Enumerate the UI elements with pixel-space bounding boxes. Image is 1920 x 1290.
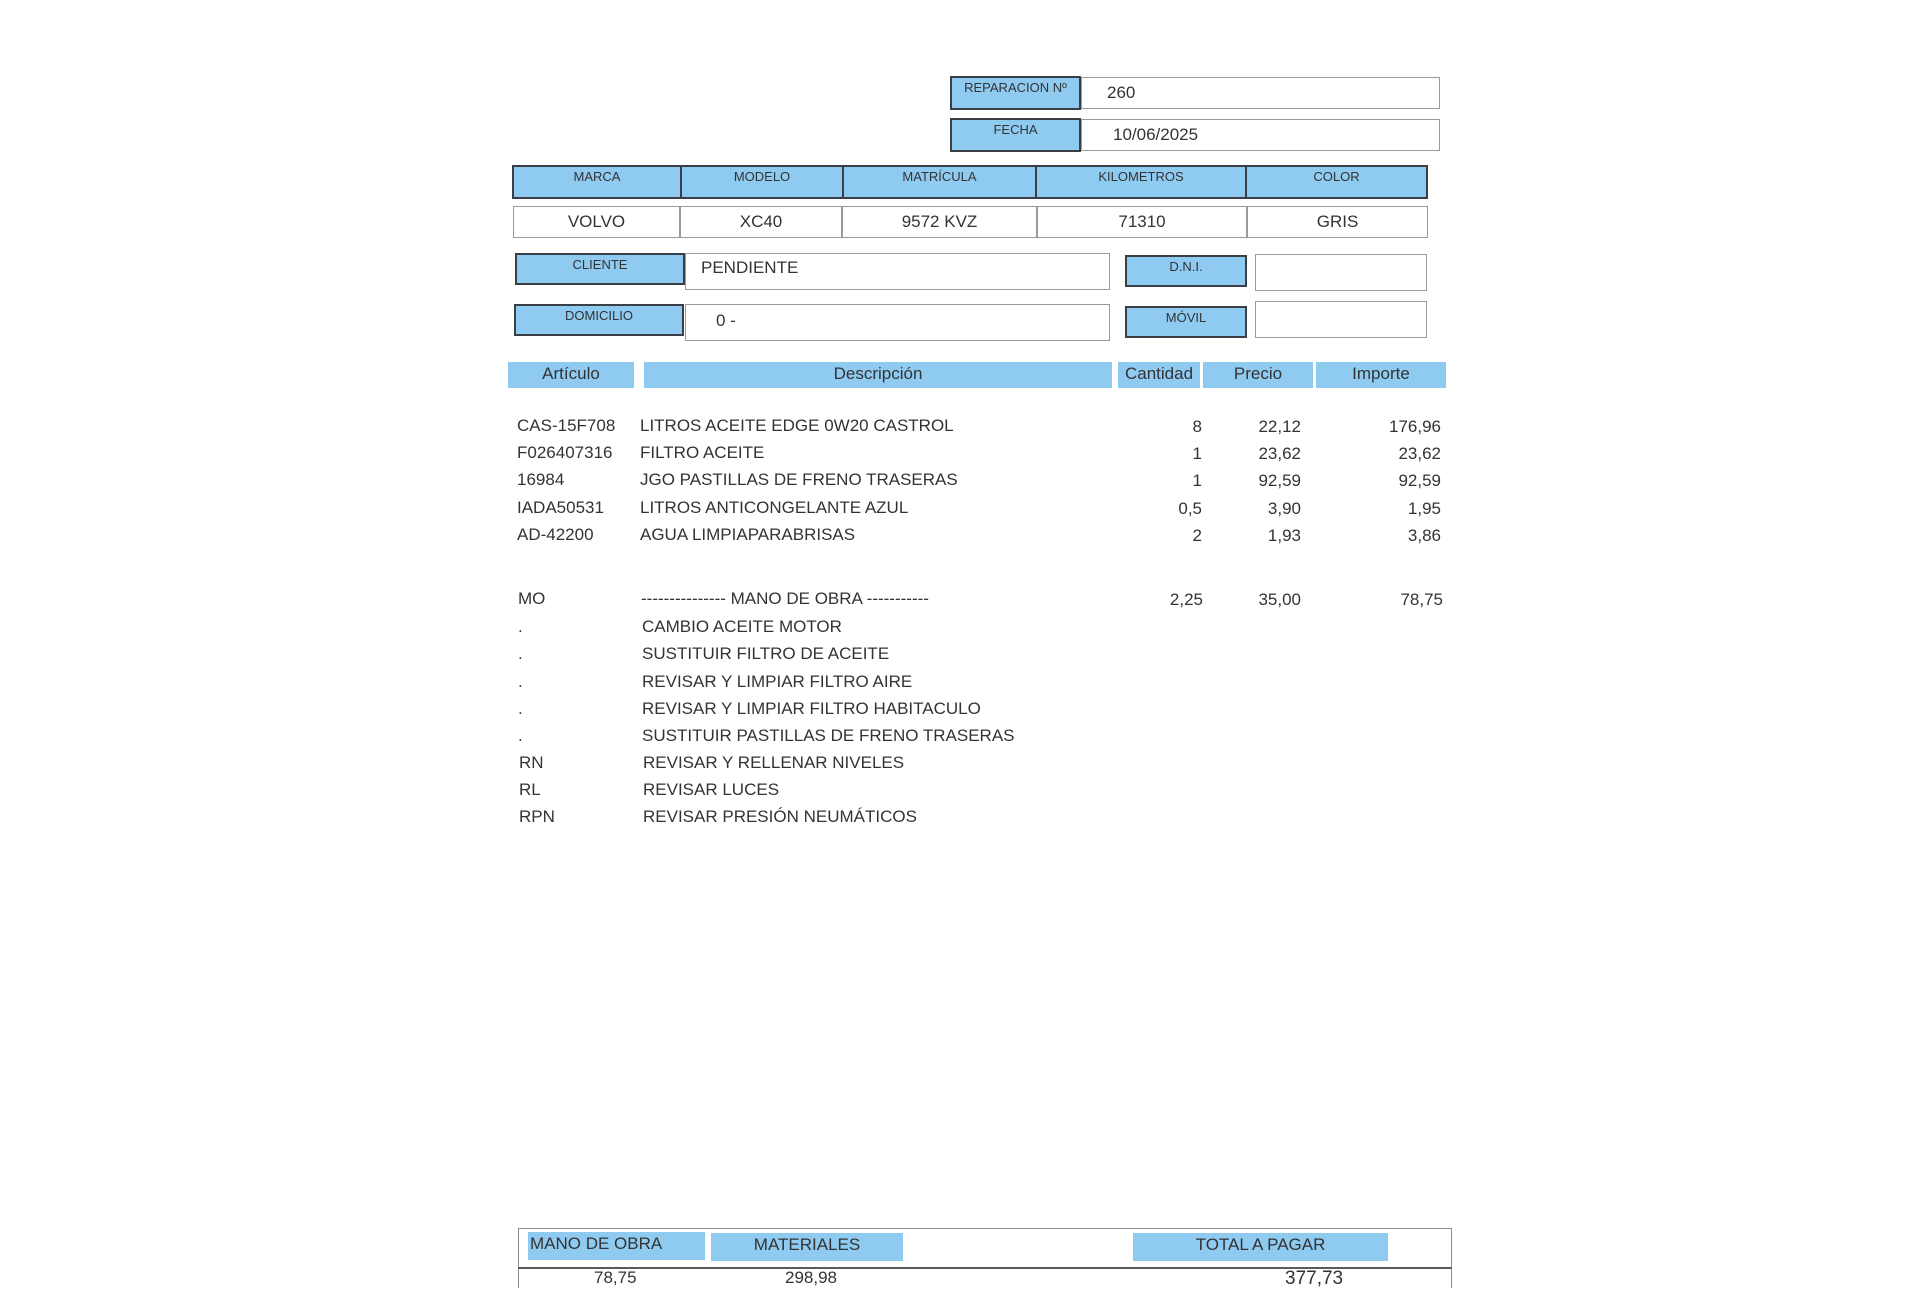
row-importe: 176,96 xyxy=(1389,417,1441,436)
row-cantidad: 8 xyxy=(1192,417,1202,436)
total-a-pagar-value: 377,73 xyxy=(1285,1268,1344,1289)
matricula-label: MATRÍCULA xyxy=(842,165,1037,199)
task-text: REVISAR LUCES xyxy=(643,780,780,799)
labor-importe: 78,75 xyxy=(1400,590,1443,609)
row-importe: 3,86 xyxy=(1407,526,1441,545)
task-code: . xyxy=(518,644,523,663)
row-importe: 92,59 xyxy=(1398,471,1441,490)
reparacion-label: REPARACION Nº xyxy=(950,76,1081,110)
domicilio-label: DOMICILIO xyxy=(514,304,684,336)
row-cantidad: 2 xyxy=(1192,526,1202,545)
mano-de-obra-label: MANO DE OBRA xyxy=(528,1232,705,1260)
cliente-label: CLIENTE xyxy=(515,253,685,285)
dni-field xyxy=(1255,254,1427,291)
row-descripcion: LITROS ANTICONGELANTE AZUL xyxy=(640,498,909,517)
dni-label: D.N.I. xyxy=(1125,255,1247,287)
row-cantidad: 0,5 xyxy=(1178,499,1202,518)
labor-articulo: MO xyxy=(518,589,546,608)
kilometros-label: KILOMETROS xyxy=(1035,165,1247,199)
header-importe: Importe xyxy=(1316,362,1446,388)
task-text: REVISAR Y LIMPIAR FILTRO AIRE xyxy=(642,672,913,691)
reparacion-field xyxy=(1081,77,1440,109)
labor-cantidad: 2,25 xyxy=(1169,590,1203,609)
row-importe: 23,62 xyxy=(1398,444,1441,463)
row-articulo: F026407316 xyxy=(517,443,613,462)
header-cantidad: Cantidad xyxy=(1118,362,1200,388)
materiales-value: 298,98 xyxy=(785,1268,837,1287)
task-text: REVISAR Y RELLENAR NIVELES xyxy=(643,753,905,772)
fecha-value: 10/06/2025 xyxy=(1113,125,1199,144)
row-importe: 1,95 xyxy=(1407,499,1441,518)
color-label: COLOR xyxy=(1245,165,1428,199)
row-precio: 23,62 xyxy=(1258,444,1301,463)
row-articulo: CAS-15F708 xyxy=(517,416,616,435)
labor-descripcion: --------------- MANO DE OBRA ----------- xyxy=(641,589,929,608)
header-precio: Precio xyxy=(1203,362,1313,388)
task-text: SUSTITUIR FILTRO DE ACEITE xyxy=(642,644,890,663)
modelo-value: XC40 xyxy=(680,206,842,238)
modelo-label: MODELO xyxy=(680,165,844,199)
row-cantidad: 1 xyxy=(1192,471,1202,490)
color-value: GRIS xyxy=(1247,206,1428,238)
task-text: CAMBIO ACEITE MOTOR xyxy=(642,617,842,636)
header-articulo: Artículo xyxy=(508,362,634,388)
row-precio: 92,59 xyxy=(1258,471,1301,490)
mano-de-obra-value: 78,75 xyxy=(594,1268,637,1287)
fecha-label: FECHA xyxy=(950,118,1081,152)
marca-label: MARCA xyxy=(512,165,682,199)
task-code: . xyxy=(518,617,523,636)
materiales-label: MATERIALES xyxy=(711,1233,903,1261)
movil-field xyxy=(1255,301,1427,338)
row-precio: 1,93 xyxy=(1267,526,1301,545)
row-precio: 3,90 xyxy=(1267,499,1301,518)
task-code: RPN xyxy=(519,807,555,826)
row-descripcion: JGO PASTILLAS DE FRENO TRASERAS xyxy=(640,470,958,489)
domicilio-value: 0 - xyxy=(716,311,736,330)
cliente-field xyxy=(685,253,1110,290)
kilometros-value: 71310 xyxy=(1037,206,1247,238)
reparacion-value: 260 xyxy=(1107,83,1136,102)
row-descripcion: LITROS ACEITE EDGE 0W20 CASTROL xyxy=(640,416,954,435)
row-articulo: IADA50531 xyxy=(517,498,604,517)
row-articulo: 16984 xyxy=(517,470,565,489)
header-descripcion: Descripción xyxy=(644,362,1112,388)
task-text: REVISAR Y LIMPIAR FILTRO HABITACULO xyxy=(642,699,981,718)
row-precio: 22,12 xyxy=(1258,417,1301,436)
movil-label: MÓVIL xyxy=(1125,306,1247,338)
labor-precio: 35,00 xyxy=(1258,590,1301,609)
row-descripcion: FILTRO ACEITE xyxy=(640,443,765,462)
task-code: RL xyxy=(519,780,541,799)
task-code: RN xyxy=(519,753,544,772)
matricula-value: 9572 KVZ xyxy=(842,206,1037,238)
task-text: REVISAR PRESIÓN NEUMÁTICOS xyxy=(643,807,917,826)
marca-value: VOLVO xyxy=(513,206,680,238)
task-code: . xyxy=(518,726,523,745)
task-text: SUSTITUIR PASTILLAS DE FRENO TRASERAS xyxy=(642,726,1015,745)
task-code: . xyxy=(518,699,523,718)
total-a-pagar-label: TOTAL A PAGAR xyxy=(1133,1233,1388,1261)
task-code: . xyxy=(518,672,523,691)
row-articulo: AD-42200 xyxy=(517,525,594,544)
row-cantidad: 1 xyxy=(1192,444,1202,463)
cliente-value: PENDIENTE xyxy=(701,258,799,277)
row-descripcion: AGUA LIMPIAPARABRISAS xyxy=(640,525,856,544)
domicilio-field xyxy=(685,304,1110,341)
fecha-field xyxy=(1081,119,1440,151)
